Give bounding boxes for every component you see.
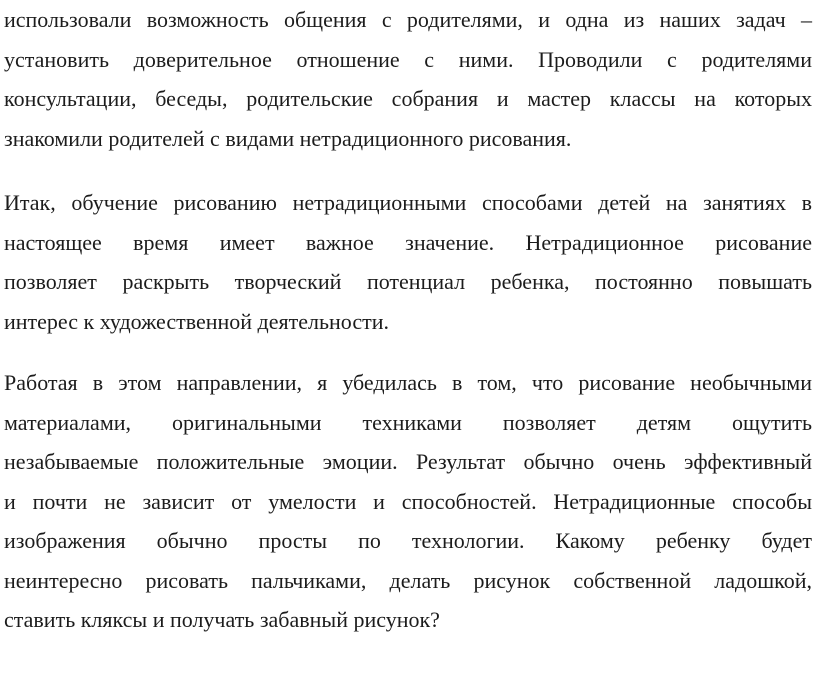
text-line: изображения обычно просты по технологии. Какому ребенку будет <box>4 528 812 553</box>
text-line: неинтересно рисовать пальчиками, делать рисунок собственной ладошкой, <box>4 567 812 593</box>
text-line: установить доверительное отношение с ними. Проводили с родителями <box>4 46 812 72</box>
paragraph-unusual-materials <box>4 363 812 640</box>
text-line: консультации, беседы, родительские собрания и мастер классы на которых <box>4 86 812 111</box>
text-line: Работая в этом направлении, я убедилась в том, что рисование необычными <box>4 370 812 395</box>
text-line: ставить кляксы и получать забавный рисунок? <box>4 607 440 632</box>
paragraph-teaching-importance <box>4 183 812 341</box>
text-line: позволяет раскрыть творческий потенциал ребенка, постоянно повышать <box>4 269 812 294</box>
paragraph-parent-communication <box>4 0 812 158</box>
text-line: Итак, обучение рисованию нетрадиционными способами детей на занятиях в <box>4 190 812 215</box>
text-line: настоящее время имеет важное значение. Нетрадиционное рисование <box>4 229 812 255</box>
text-line: использовали возможность общения с родителями, и одна из наших задач – <box>4 7 812 32</box>
text-line: материалами, оригинальными техниками позволяет детям ощутить <box>4 409 812 435</box>
text-line: незабываемые положительные эмоции. Результат обычно очень эффективный <box>4 449 812 474</box>
text-line: и почти не зависит от умелости и способностей. Нетрадиционные способы <box>4 488 812 514</box>
text-line: интерес к художественной деятельности. <box>4 308 389 334</box>
text-line: знакомили родителей с видами нетрадиционного рисования. <box>4 125 572 151</box>
